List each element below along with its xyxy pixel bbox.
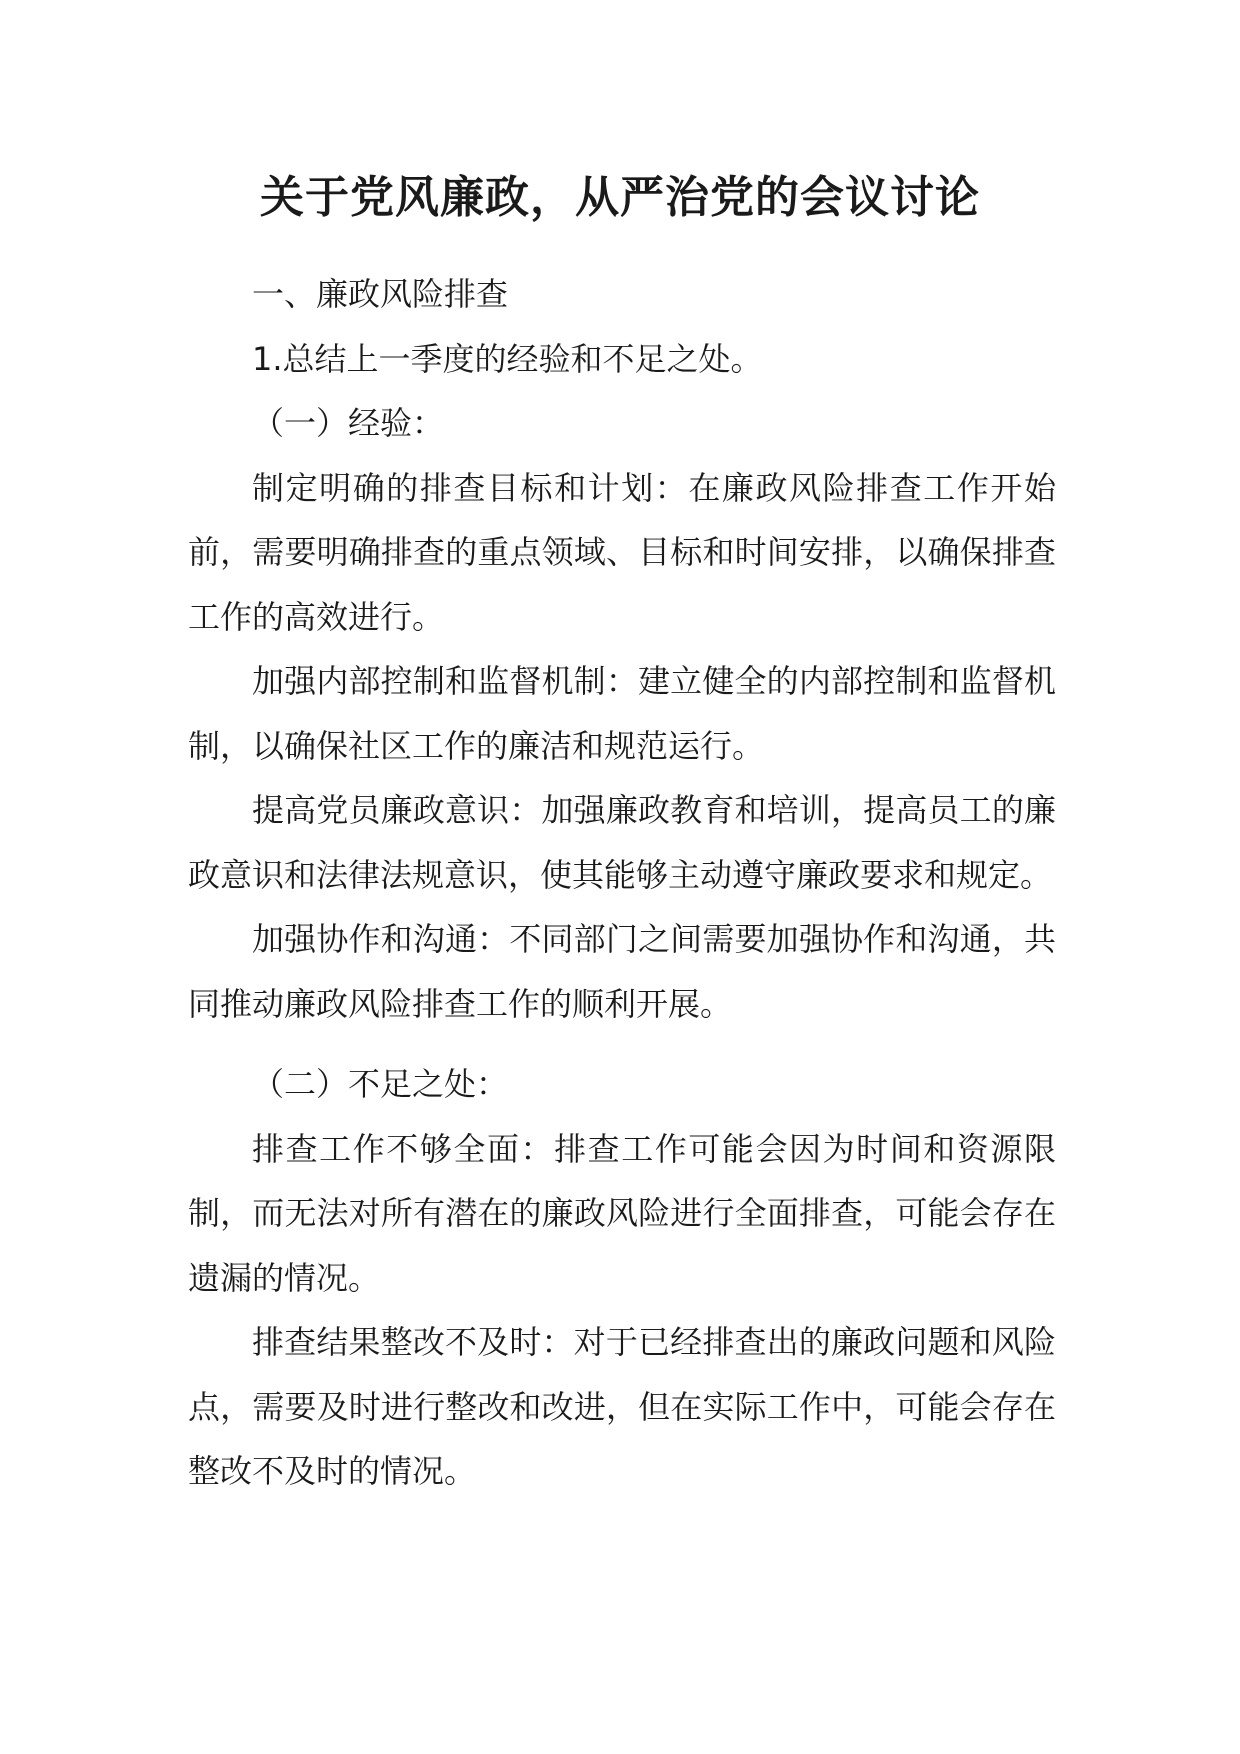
shortcoming-paragraph: 排查工作不够全面：排查工作可能会因为时间和资源限制，而无法对所有潜在的廉政风险进行全面排查，可能会存在遗漏的情况。 <box>188 1129 1056 1297</box>
shortcoming-paragraph: 排查结果整改不及时：对于已经排查出的廉政问题和风险点，需要及时进行整改和改进，但在实际工作中，可能会存在整改不及时的情况。 <box>188 1323 1056 1490</box>
experience-paragraph: 加强内部控制和监督机制：建立健全的内部控制和监督机制，以确保社区工作的廉洁和规范运行。 <box>188 662 1056 765</box>
subsection-heading-shortcomings: （二）不足之处： <box>252 1065 509 1103</box>
section-heading: 一、廉政风险排查 <box>252 275 509 313</box>
experience-paragraph: 制定明确的排查目标和计划：在廉政风险排查工作开始前，需要明确排查的重点领域、目标和时间安排，以确保排查工作的高效进行。 <box>188 468 1056 636</box>
experience-paragraph: 加强协作和沟通：不同部门之间需要加强协作和沟通，共同推动廉政风险排查工作的顺利开展。 <box>188 920 1056 1023</box>
document-title: 关于党风廉政，从严治党的会议讨论 <box>260 172 980 223</box>
item-1: 1.总结上一季度的经验和不足之处。 <box>252 339 763 378</box>
experience-paragraph: 提高党员廉政意识：加强廉政教育和培训，提高员工的廉政意识和法律法规意识，使其能够主动遵守廉政要求和规定。 <box>188 791 1056 894</box>
document-body <box>188 262 1056 1504</box>
subsection-heading-experience: （一）经验： <box>252 404 445 442</box>
